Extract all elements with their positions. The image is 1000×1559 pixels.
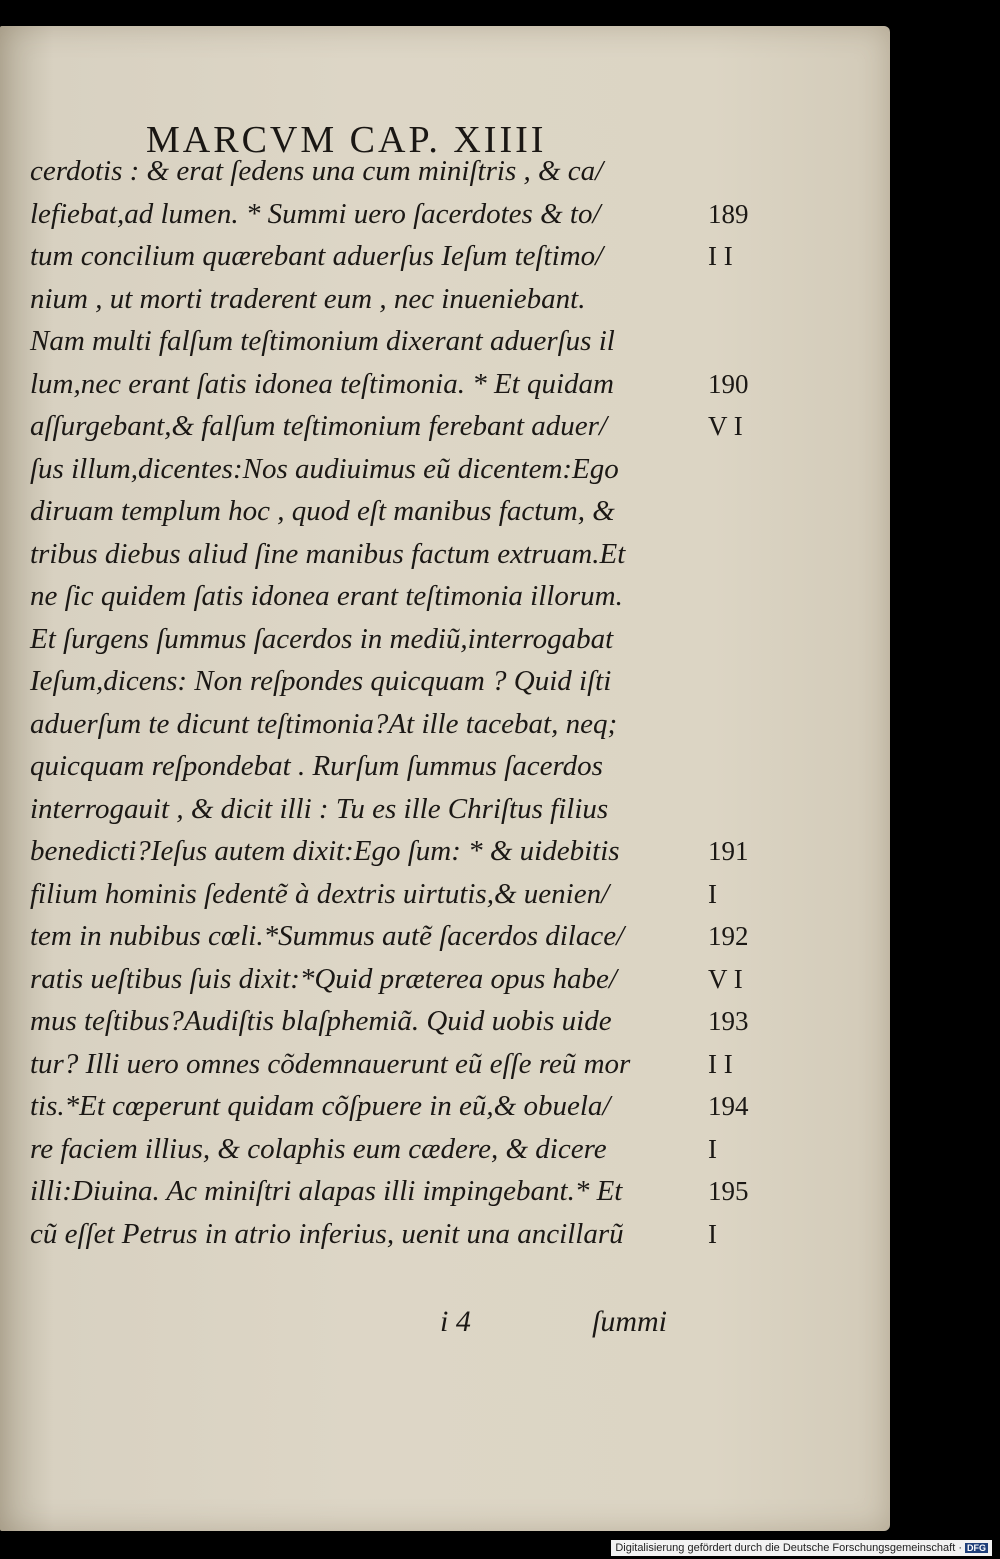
margin-reference: 193: [708, 1006, 749, 1036]
text-line: ne ſic quidem ſatis idonea erant teſtimonia illorum.: [30, 580, 623, 612]
digitization-credit: [611, 1540, 992, 1556]
text-line: filium hominis ſedentẽ à dextris uirtutis,& uenien/: [30, 877, 610, 910]
margin-reference: 195: [708, 1176, 749, 1206]
text-line: interrogauit , & dicit illi : Tu es ille Chriſtus filius: [30, 792, 609, 825]
text-line: nium , ut morti traderent eum , nec inueniebant.: [30, 282, 586, 315]
margin-reference: 192: [708, 921, 749, 951]
text-line: illi:Diuina. Ac miniſtri alapas illi impingebant.* Et: [30, 1175, 623, 1207]
text-line: aſſurgebant,& falſum teſtimonium ferebant aduer/: [30, 410, 607, 442]
text-line: Nam multi falſum teſtimonium dixerant aduerſus il: [30, 325, 615, 357]
margin-reference: I: [708, 1218, 717, 1249]
margin-reference: I: [708, 1133, 717, 1164]
margin-reference: 194: [708, 1091, 749, 1121]
running-head: MARCVM CAP. XIIII: [146, 119, 547, 161]
book-page: [0, 26, 890, 1531]
text-line: tem in nubibus cœli.*Summus autẽ ſacerdos dilace/: [30, 920, 625, 952]
text-line: Et ſurgens ſummus ſacerdos in mediũ,interrogabat: [30, 622, 614, 655]
text-line: tur? Illi uero omnes cõdemnauerunt eũ eſſe reũ mor: [30, 1047, 631, 1080]
signature-mark: i 4: [440, 1305, 471, 1338]
text-line: diruam templum hoc , quod eſt manibus factum, &: [30, 495, 615, 527]
text-line: tribus diebus aliud ſine manibus factum extruam.Et: [30, 537, 626, 570]
text-line: lefiebat,ad lumen. * Summi uero ſacerdotes & to/: [30, 197, 601, 230]
text-line: tum concilium quærebant aduerſus Ieſum teſtimo/: [30, 240, 604, 272]
text-line: tis.*Et cœperunt quidam cõſpuere in eũ,& obuela/: [30, 1090, 611, 1122]
margin-reference: I: [708, 878, 717, 909]
text-line: cerdotis : & erat ſedens una cum miniſtris , & ca/: [30, 155, 604, 187]
margin-reference: 191: [708, 836, 749, 866]
text-line: re faciem illius, & colaphis eum cædere, & dicere: [30, 1132, 607, 1165]
text-line: Ieſum,dicens: Non reſpondes quicquam ? Quid iſti: [30, 665, 612, 697]
text-line: benedicti?Ieſus autem dixit:Ego ſum: * & uidebitis: [30, 835, 620, 867]
text-line: cũ eſſet Petrus in atrio inferius, uenit una ancillarũ: [30, 1217, 624, 1250]
margin-reference: 190: [708, 368, 749, 399]
text-line: lum,nec erant ſatis idonea teſtimonia. * Et quidam: [30, 367, 614, 400]
text-line: ſus illum,dicentes:Nos audiuimus eũ dicentem:Ego: [30, 452, 619, 485]
margin-reference: V I: [708, 963, 743, 994]
text-line: quicquam reſpondebat . Rurſum ſummus ſacerdos: [30, 750, 603, 782]
catchword: ſummi: [592, 1305, 667, 1338]
credit-text: Digitalisierung gefördert durch die Deutsche Forschungsgemeinschaft ·: [615, 1542, 962, 1554]
text-line: ratis ueſtibus ſuis dixit:*Quid præterea opus habe/: [30, 962, 617, 995]
text-line: aduerſum te dicunt teſtimonia?At ille tacebat, neq;: [30, 707, 618, 740]
margin-reference: I I: [708, 1048, 733, 1079]
margin-reference: 189: [708, 198, 749, 229]
margin-reference: V I: [708, 411, 743, 441]
margin-reference: I I: [708, 241, 733, 271]
text-line: mus teſtibus?Audiſtis blaſphemiã. Quid uobis uide: [30, 1005, 612, 1037]
dfg-logo-icon: DFG: [967, 1543, 986, 1553]
